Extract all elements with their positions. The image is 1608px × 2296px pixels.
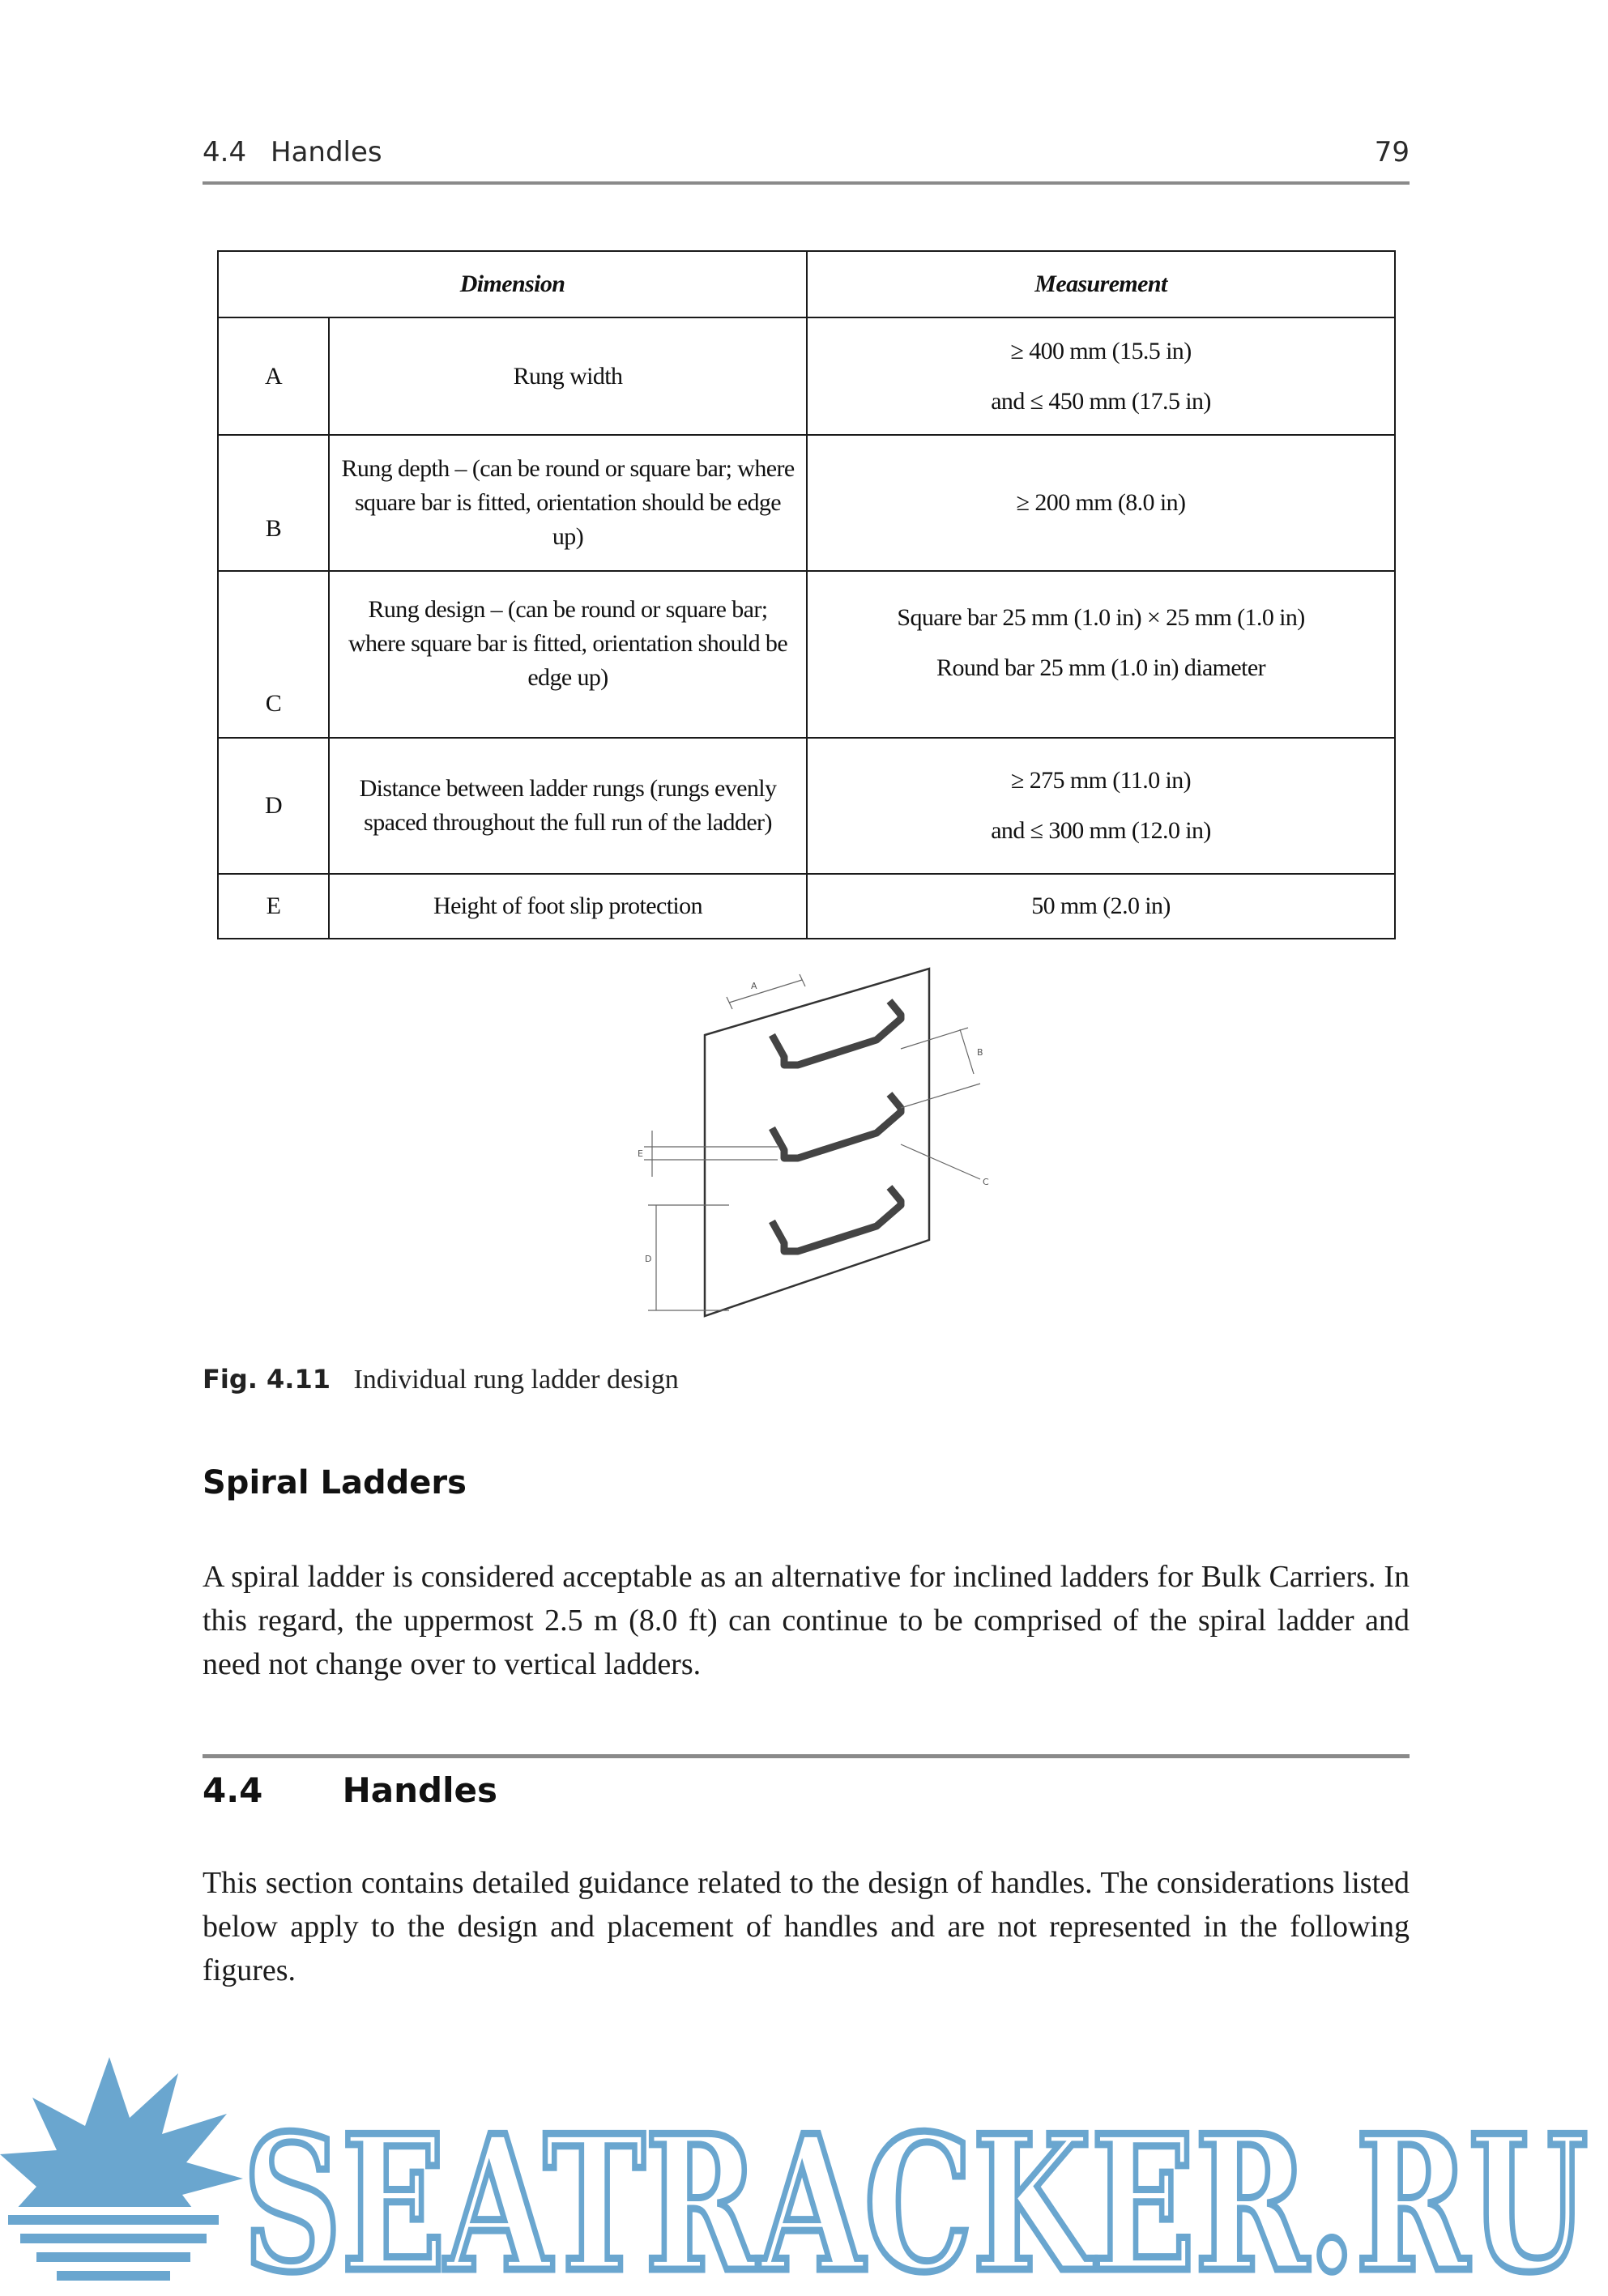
row-letter: B: [218, 435, 329, 571]
row-measurement: [807, 738, 1395, 874]
ladder-diagram: [624, 962, 1004, 1327]
row-measurement: [807, 571, 1395, 738]
table-row: [218, 738, 1395, 874]
figure-caption: [203, 1364, 679, 1395]
table-header-row: [218, 251, 1395, 317]
label-a: A: [751, 981, 757, 991]
label-d: D: [645, 1254, 652, 1264]
watermark: [0, 2057, 1608, 2296]
spiral-paragraph: A spiral ladder is considered acceptable as an alternative for inclined ladders for Bulk Carriers. In this regard, the uppermost 2.5 m (8.0 ft) can continue to be comprised of the spiral ladder and need not change over to vertical ladders.: [203, 1560, 1410, 1681]
measurement-line: ≥ 400 mm (15.5 in): [1010, 337, 1192, 364]
table-row: [218, 874, 1395, 939]
section-title: Handles: [342, 1770, 497, 1810]
subsection-title: Spiral Ladders: [203, 1464, 467, 1502]
label-c: C: [983, 1177, 989, 1187]
row-dimension: Distance between ladder rungs (rungs evenly spaced throughout the full run of the ladder): [329, 738, 807, 874]
row-letter: E: [218, 874, 329, 939]
row-measurement: 50 mm (2.0 in): [807, 874, 1395, 939]
measurement-line: Square bar 25 mm (1.0 in) × 25 mm (1.0 in): [897, 604, 1305, 631]
row-letter: D: [218, 738, 329, 874]
label-e: E: [638, 1148, 643, 1159]
row-dimension: Rung depth – (can be round or square bar; where square bar is fitted, orientation should be edge up): [329, 435, 807, 571]
section-paragraph: This section contains detailed guidance related to the design of handles. The considerations listed below apply to the design and placement of handles and are not represented in the following figures.: [203, 1866, 1410, 1987]
table-row: [218, 435, 1395, 571]
header-dimension: Dimension: [218, 251, 807, 317]
row-measurement: ≥ 200 mm (8.0 in): [807, 435, 1395, 571]
dimension-table: [217, 250, 1396, 939]
section-number: 4.4: [203, 1770, 263, 1810]
table-row: [218, 317, 1395, 435]
measurement-line: ≥ 275 mm (11.0 in): [1010, 767, 1192, 794]
header-measurement: Measurement: [807, 251, 1395, 317]
figure-caption-text: Individual rung ladder design: [353, 1365, 679, 1395]
row-dimension: Rung width: [329, 317, 807, 435]
watermark-text: SEATRACKER.RU: [243, 2095, 1589, 2296]
row-dimension: Rung design – (can be round or square bar; where square bar is fitted, orientation should be edge up): [329, 571, 807, 738]
section-rule: [203, 1754, 1410, 1758]
label-b: B: [977, 1047, 983, 1058]
rung-middle: [772, 1094, 901, 1158]
sun-logo-icon: [0, 2057, 243, 2296]
rung-bottom: [772, 1187, 901, 1251]
running-head-title: Handles: [271, 136, 382, 168]
running-head-section: 4.4: [203, 136, 247, 168]
measurement-line: and ≤ 300 mm (12.0 in): [991, 817, 1211, 844]
section-heading: [203, 1770, 497, 1810]
table-row: [218, 571, 1395, 738]
ladder-rungs: [772, 1001, 901, 1251]
row-measurement: [807, 317, 1395, 435]
measurement-line: and ≤ 450 mm (17.5 in): [991, 387, 1211, 415]
figure-label: Fig. 4.11: [203, 1364, 331, 1395]
header-rule: [203, 181, 1410, 185]
page-number: 79: [1374, 136, 1410, 168]
row-dimension: Height of foot slip protection: [329, 874, 807, 939]
measurement-line: Round bar 25 mm (1.0 in) diameter: [936, 654, 1265, 681]
row-letter: C: [218, 571, 329, 738]
rung-top: [772, 1001, 901, 1065]
row-letter: A: [218, 317, 329, 435]
